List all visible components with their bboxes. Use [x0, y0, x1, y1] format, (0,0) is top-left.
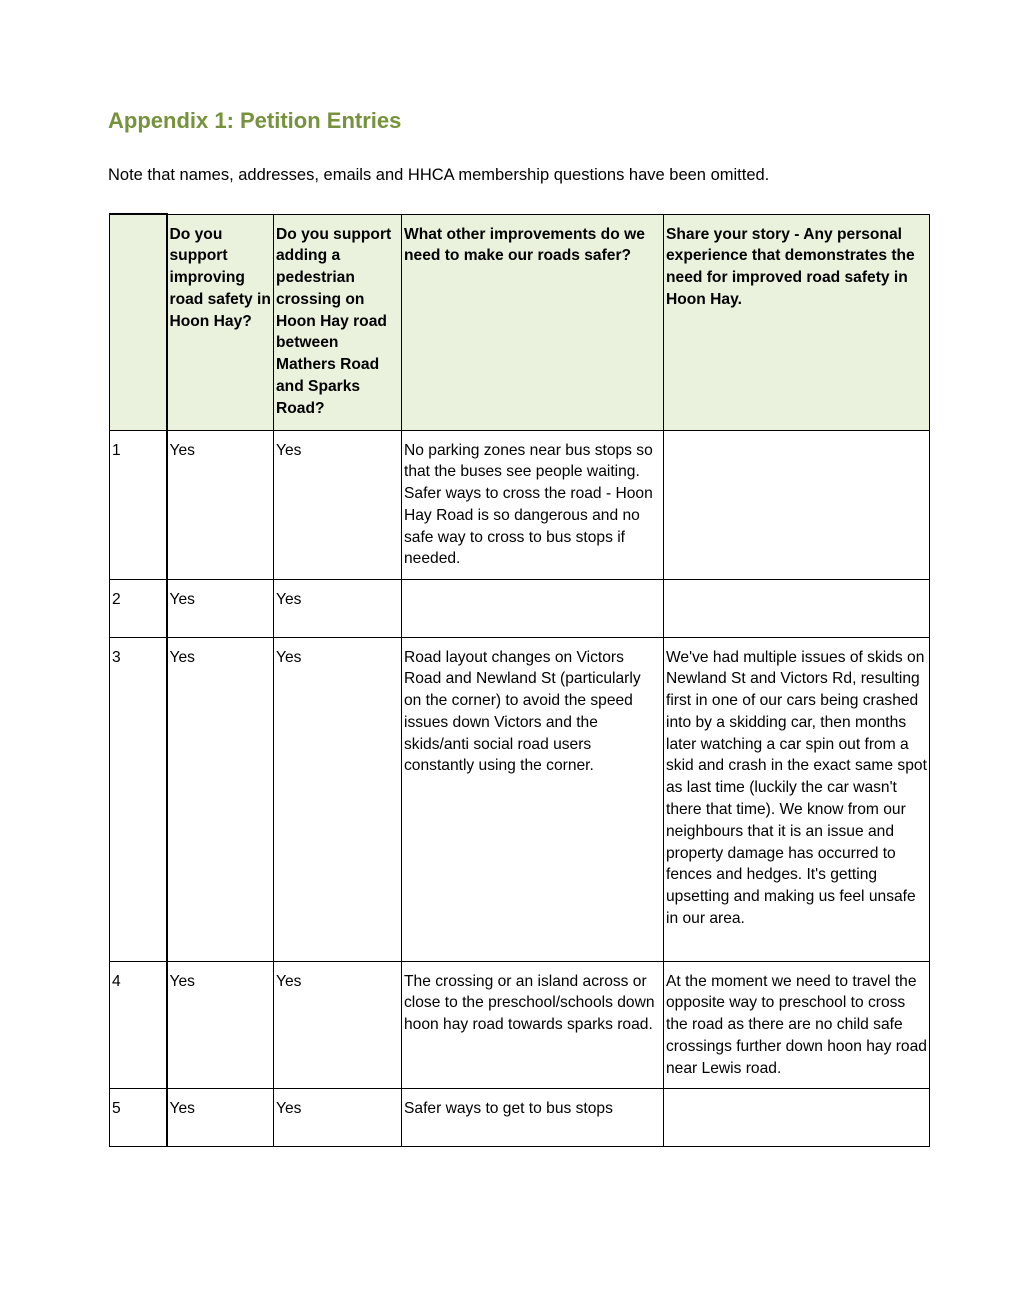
entry-number: 5: [110, 1088, 167, 1146]
improvements-cell: Safer ways to get to bus stops: [402, 1088, 664, 1146]
petition-table: [109, 213, 930, 1147]
header-entry-number: [110, 214, 167, 430]
table-row: [110, 637, 930, 961]
story-cell: [664, 579, 930, 637]
story-cell: We've had multiple issues of skids on Newland St and Victors Rd, resulting first in one of our cars being crashed into by a skidding car, then months later watching a car spin out from a skid and crash in the exact same spot as last time (luckily the car wasn't there that time). We know from our neighbours that it is an issue and property damage has occurred to fences and hedges. It's getting upsetting and making us feel unsafe in our area.: [664, 637, 930, 961]
improvements-cell: Road layout changes on Victors Road and Newland St (particularly on the corner) to avoid the speed issues down Victors and the skids/anti social road users constantly using the corner.: [402, 637, 664, 961]
entry-number: 3: [110, 637, 167, 961]
table-row: [110, 1088, 930, 1146]
table-row: [110, 579, 930, 637]
improvements-cell: The crossing or an island across or close to the preschool/schools down hoon hay road towards sparks road.: [402, 961, 664, 1088]
header-share-your-story: Share your story - Any personal experience that demonstrates the need for improved road safety in Hoon Hay.: [664, 214, 930, 430]
support-road-safety-cell: Yes: [167, 961, 274, 1088]
table-row: [110, 430, 930, 579]
support-road-safety-cell: Yes: [167, 637, 274, 961]
story-cell: [664, 1088, 930, 1146]
story-cell: At the moment we need to travel the opposite way to preschool to cross the road as there are no child safe crossings further down hoon hay road near Lewis road.: [664, 961, 930, 1088]
story-cell: [664, 430, 930, 579]
support-road-safety-cell: Yes: [167, 1088, 274, 1146]
entry-number: 2: [110, 579, 167, 637]
support-crossing-cell: Yes: [274, 961, 402, 1088]
entry-number: 4: [110, 961, 167, 1088]
omission-note: Note that names, addresses, emails and HHCA membership questions have been omitted.: [108, 166, 770, 184]
support-crossing-cell: Yes: [274, 637, 402, 961]
table-row: [110, 961, 930, 1088]
header-other-improvements: What other improvements do we need to make our roads safer?: [402, 214, 664, 430]
table-header-row: [110, 214, 930, 430]
support-road-safety-cell: Yes: [167, 579, 274, 637]
entry-number: 1: [110, 430, 167, 579]
improvements-cell: No parking zones near bus stops so that the buses see people waiting. Safer ways to cross the road - Hoon Hay Road is so dangerous and no safe way to cross to bus stops if needed.: [402, 430, 664, 579]
improvements-cell: [402, 579, 664, 637]
header-support-road-safety: Do you support improving road safety in Hoon Hay?: [167, 214, 274, 430]
support-crossing-cell: Yes: [274, 1088, 402, 1146]
support-crossing-cell: Yes: [274, 579, 402, 637]
page-title: Appendix 1: Petition Entries: [108, 108, 402, 133]
header-support-pedestrian-crossing: Do you support adding a pedestrian crossing on Hoon Hay road between Mathers Road and Sparks Road?: [274, 214, 402, 430]
support-road-safety-cell: Yes: [167, 430, 274, 579]
support-crossing-cell: Yes: [274, 430, 402, 579]
